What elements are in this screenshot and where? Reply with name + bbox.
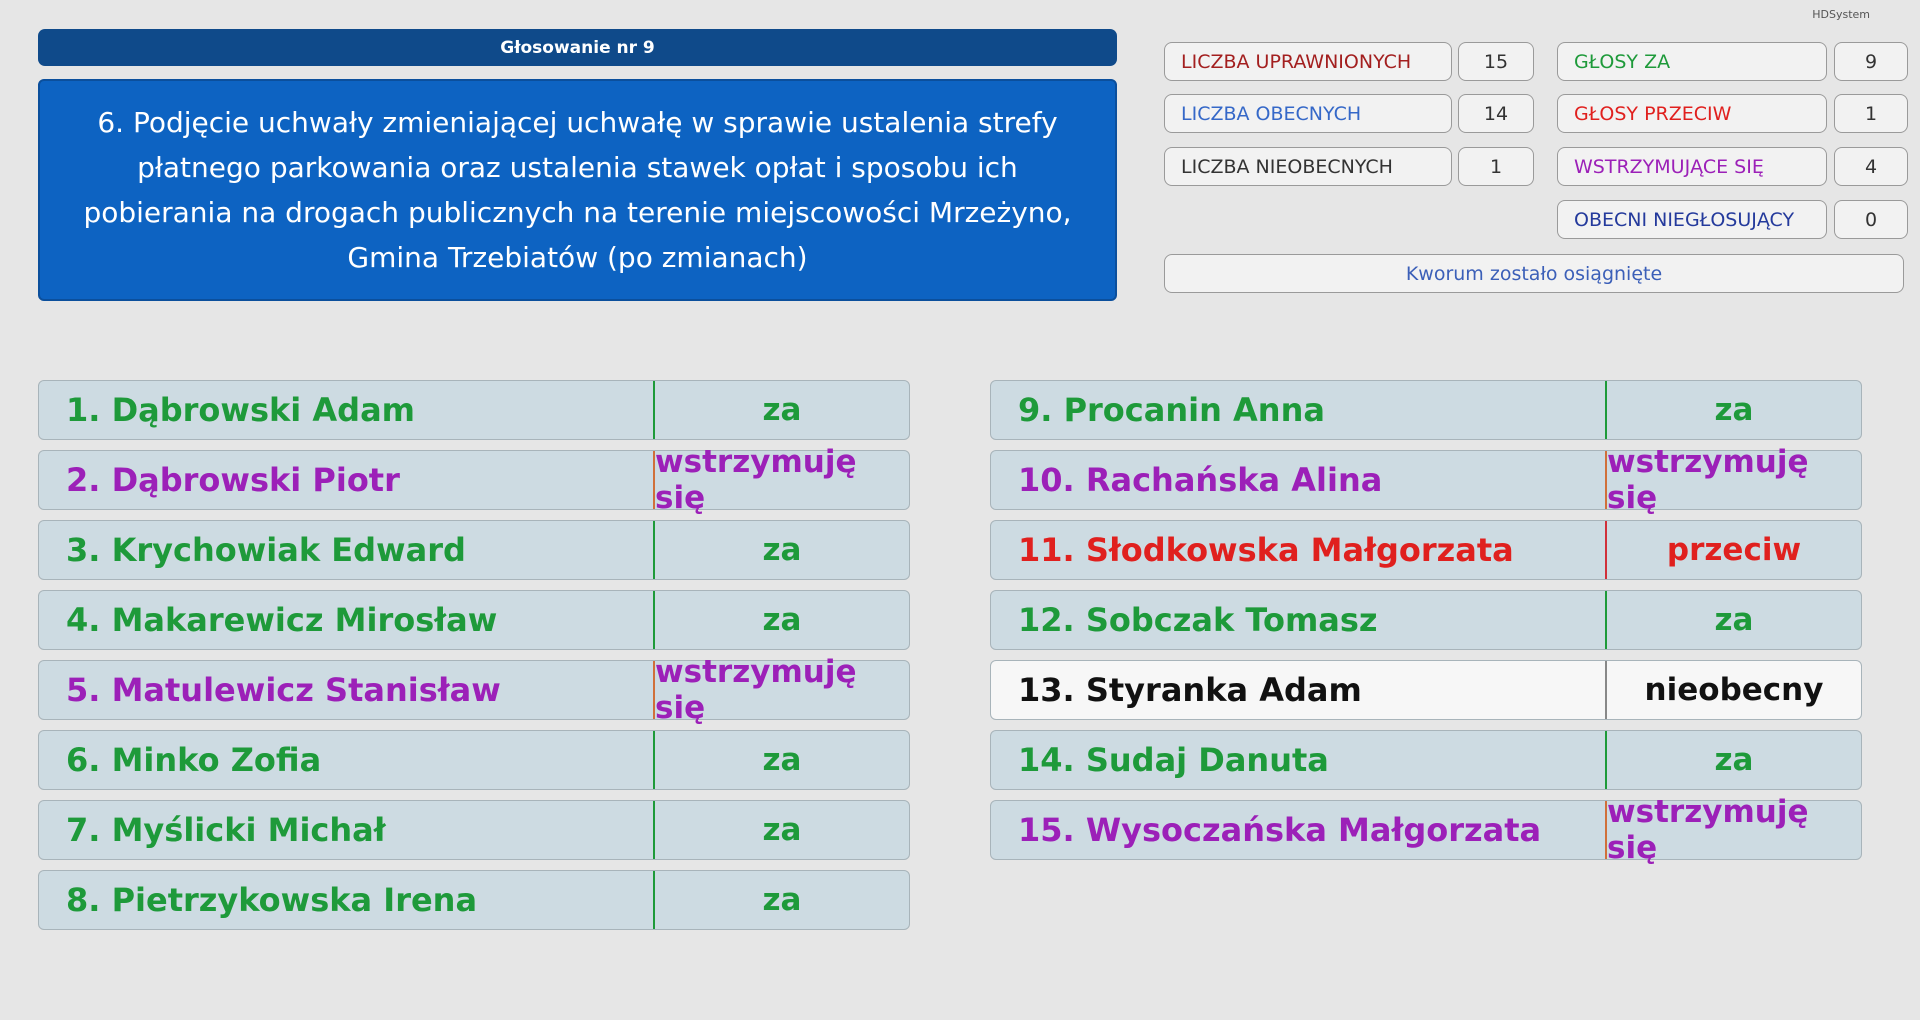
member-row bbox=[38, 654, 910, 726]
stat-value-wstrzymujace: 4 bbox=[1834, 147, 1908, 186]
member-name: 9. Procanin Anna bbox=[1018, 391, 1325, 429]
member-row bbox=[38, 380, 910, 440]
member-name: 13. Styranka Adam bbox=[1018, 671, 1362, 709]
member-vote: za bbox=[653, 731, 909, 789]
member-vote: za bbox=[653, 871, 909, 929]
stat-label-wstrzymujace: WSTRZYMUJĄCE SIĘ bbox=[1557, 147, 1827, 186]
member-row bbox=[990, 444, 1862, 516]
member-row bbox=[990, 380, 1862, 440]
vote-title-bar bbox=[38, 29, 1117, 66]
member-vote: za bbox=[1605, 591, 1861, 649]
member-name: 8. Pietrzykowska Irena bbox=[66, 881, 478, 919]
member-name: 5. Matulewicz Stanisław bbox=[66, 671, 501, 709]
stat-value-niegl: 0 bbox=[1834, 200, 1908, 239]
member-row bbox=[990, 730, 1862, 790]
member-vote: przeciw bbox=[1605, 521, 1861, 579]
member-row bbox=[990, 590, 1862, 650]
vote-title: Głosowanie nr 9 bbox=[500, 37, 655, 58]
brand-label: HDSystem bbox=[1812, 8, 1870, 21]
member-name: 1. Dąbrowski Adam bbox=[66, 391, 415, 429]
stat-label-uprawnionych: LICZBA UPRAWNIONYCH bbox=[1164, 42, 1452, 81]
motion-text-box bbox=[38, 79, 1117, 301]
stat-value-uprawnionych: 15 bbox=[1458, 42, 1534, 81]
member-name: 2. Dąbrowski Piotr bbox=[66, 461, 400, 499]
member-row bbox=[38, 444, 910, 516]
member-row bbox=[38, 590, 910, 650]
motion-text: 6. Podjęcie uchwały zmieniającej uchwałę w sprawie ustalenia strefy płatnego parkowania oraz ustalenia stawek opłat i sposobu ich pobierania na drogach publicznych na terenie miejscowości Mrzeżyno, Gmina Trzebiatów (po zmianach) bbox=[83, 106, 1072, 274]
member-name: 6. Minko Zofia bbox=[66, 741, 322, 779]
member-name: 14. Sudaj Danuta bbox=[1018, 741, 1329, 779]
member-name: 4. Makarewicz Mirosław bbox=[66, 601, 498, 639]
member-vote: za bbox=[653, 801, 909, 859]
stat-label-niegl: OBECNI NIEGŁOSUJĄCY bbox=[1557, 200, 1827, 239]
member-vote: za bbox=[1605, 381, 1861, 439]
member-row bbox=[990, 794, 1862, 866]
stat-value-za: 9 bbox=[1834, 42, 1908, 81]
stat-value-nieobecnych: 1 bbox=[1458, 147, 1534, 186]
member-vote: za bbox=[653, 381, 909, 439]
stat-label-nieobecnych: LICZBA NIEOBECNYCH bbox=[1164, 147, 1452, 186]
stat-value-obecnych: 14 bbox=[1458, 94, 1534, 133]
member-name: 11. Słodkowska Małgorzata bbox=[1018, 531, 1514, 569]
member-vote: wstrzymuję się bbox=[653, 451, 909, 509]
member-vote: za bbox=[1605, 731, 1861, 789]
member-vote: wstrzymuję się bbox=[1605, 801, 1861, 859]
member-vote: nieobecny bbox=[1605, 661, 1861, 719]
stat-label-za: GŁOSY ZA bbox=[1557, 42, 1827, 81]
member-vote: za bbox=[653, 591, 909, 649]
member-row bbox=[990, 520, 1862, 580]
member-name: 7. Myślicki Michał bbox=[66, 811, 386, 849]
member-row bbox=[38, 520, 910, 580]
member-row bbox=[38, 800, 910, 860]
member-vote: wstrzymuję się bbox=[1605, 451, 1861, 509]
member-name: 3. Krychowiak Edward bbox=[66, 531, 466, 569]
member-name: 15. Wysoczańska Małgorzata bbox=[1018, 811, 1542, 849]
stat-label-obecnych: LICZBA OBECNYCH bbox=[1164, 94, 1452, 133]
member-vote: wstrzymuję się bbox=[653, 661, 909, 719]
member-row bbox=[38, 870, 910, 930]
stat-value-przeciw: 1 bbox=[1834, 94, 1908, 133]
member-name: 12. Sobczak Tomasz bbox=[1018, 601, 1378, 639]
member-row bbox=[990, 660, 1862, 720]
member-row bbox=[38, 730, 910, 790]
quorum-status: Kworum zostało osiągnięte bbox=[1164, 254, 1904, 293]
member-vote: za bbox=[653, 521, 909, 579]
stat-label-przeciw: GŁOSY PRZECIW bbox=[1557, 94, 1827, 133]
member-name: 10. Rachańska Alina bbox=[1018, 461, 1383, 499]
